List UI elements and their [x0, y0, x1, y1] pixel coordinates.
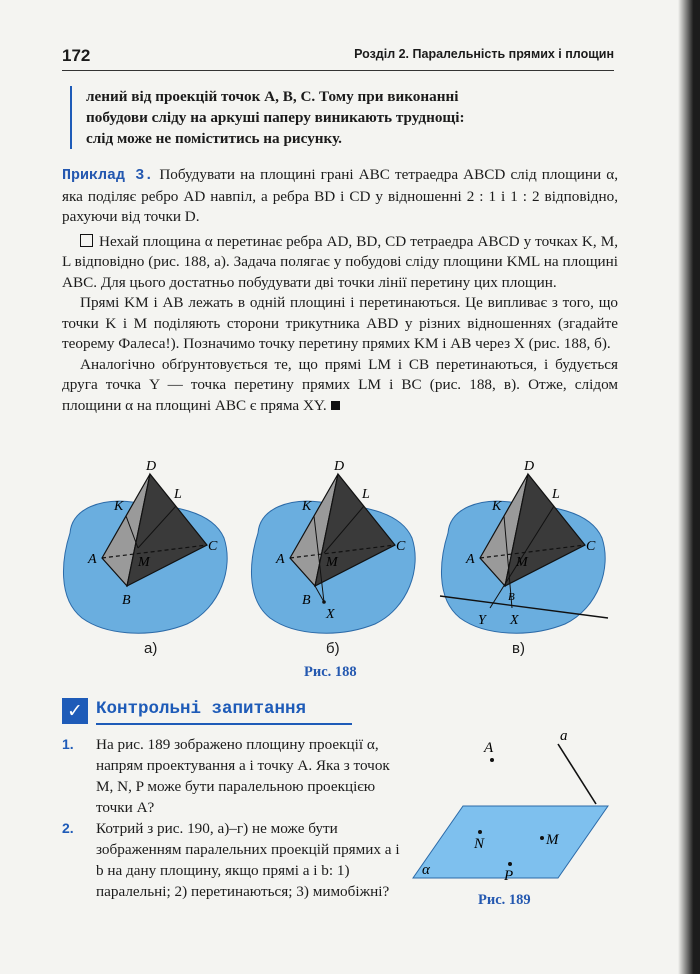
label-c: C — [208, 539, 218, 554]
label-y: Y — [478, 613, 486, 628]
label-l: L — [362, 487, 370, 502]
label-a: A — [276, 552, 285, 567]
label-direction-a: a — [560, 728, 568, 744]
solution-end-icon — [331, 401, 340, 410]
figure-188-b — [240, 458, 420, 638]
figure-188-sublabel-a: а) — [144, 640, 158, 657]
label-l: L — [174, 487, 182, 502]
note-line: побудови сліду на аркуші паперу виникають труднощі: — [86, 109, 465, 126]
label-alpha: α — [422, 862, 430, 878]
question-number: 1. — [62, 736, 74, 752]
note-block — [70, 86, 634, 149]
label-b: B — [302, 593, 311, 608]
label-n: N — [474, 836, 485, 852]
note-line: слід може не поміститись на рисунку. — [86, 130, 342, 147]
question-text: На рис. 189 зображено площину проекції α, напрям проектування a і точку A. Яка з точок M, N, P може бути паралельною проекцією точки A? — [96, 736, 390, 816]
label-d: D — [334, 459, 345, 474]
example-text: Побудувати на площині грані ABC тетраедра ABCD слід площини α, яка поділяє ребро AD навпіл, а ребра BD і CD у відношенні 2 : 1 і 1 : 2 відповідно, рахуючи від точки D. — [62, 166, 619, 225]
label-a: A — [466, 552, 475, 567]
label-l: L — [552, 487, 560, 502]
figure-188-caption: Рис. 188 — [304, 664, 357, 680]
solution-paragraph-1: Нехай площина α перетинає ребра AD, BD, CD тетраедра ABCD у точках K, M, L відповідно (рис. 188, а). Задача полягає у побудові сліду площини KML на площині ABC. Для цього достатньо побудувати дві точки лінії перетину цих площин. — [62, 232, 618, 291]
point-a — [490, 758, 494, 762]
page-header — [62, 42, 614, 71]
label-c: C — [586, 539, 596, 554]
label-a: A — [484, 740, 494, 756]
label-m: M — [138, 555, 150, 570]
figure-188-c — [430, 458, 612, 638]
point-m — [540, 836, 544, 840]
page-number: 172 — [62, 46, 91, 65]
example-label: Приклад 3. — [62, 167, 154, 184]
solution-paragraph-3: Аналогічно обґрунтовується те, що прямі LM і CB перетинаються, і будується друга точка Y — точка перетину прямих LM і BC (рис. 188, в). Отже, слідом площини α на площині ABC є пряма XY. — [62, 355, 618, 414]
chapter-title: Розділ 2. Паралельність прямих і площин — [354, 47, 614, 61]
figure-188-sublabel-c: в) — [512, 640, 525, 657]
figure-188 — [52, 458, 612, 668]
questions-list — [62, 734, 402, 902]
question-text: Котрий з рис. 190, а)–г) не може бути зображенням паралельних проекцій прямих a і b на дану площину, якщо прямі a і b: 1) паралельні; 2) перетинаються; 3) мимобіжні? — [96, 820, 400, 900]
label-m: M — [546, 832, 559, 848]
question-number: 2. — [62, 820, 74, 836]
point-n — [478, 830, 482, 834]
label-p: P — [504, 868, 514, 884]
label-k: K — [492, 499, 502, 514]
label-d: D — [146, 459, 157, 474]
question-1 — [62, 734, 402, 818]
solution-paragraph-2: Прямі KM і AB лежать в одній площині і перетинаються. Це випливає з того, що точки K і M поділяють сторони трикутника ABD у різних відношеннях (згадайте теорему Фалеса!). Позначимо точку перетину прямих KM і AB через X (рис. 188, б). — [62, 294, 618, 352]
figure-189 — [408, 728, 618, 888]
label-b: B — [122, 593, 131, 608]
label-x: X — [510, 613, 519, 628]
direction-line-a — [558, 744, 596, 804]
figure-189-caption: Рис. 189 — [478, 892, 531, 908]
label-b: B — [508, 591, 515, 603]
page-edge-shadow — [678, 0, 700, 974]
label-d: D — [524, 459, 535, 474]
questions-heading — [62, 698, 352, 724]
label-m: M — [516, 555, 528, 570]
label-k: K — [302, 499, 312, 514]
label-c: C — [396, 539, 406, 554]
check-icon: ✓ — [62, 698, 88, 724]
label-x: X — [326, 607, 335, 622]
figure-188-sublabel-b: б) — [326, 640, 340, 657]
note-line: лений від проекцій точок A, B, C. Тому при виконанні — [86, 88, 459, 105]
question-2 — [62, 818, 402, 902]
label-m: M — [326, 555, 338, 570]
main-text — [62, 165, 618, 416]
label-a: A — [88, 552, 97, 567]
point-x — [322, 600, 326, 604]
solution-start-icon — [80, 234, 93, 247]
example-3 — [62, 165, 618, 228]
questions-underline — [96, 723, 352, 725]
figure-188-a — [52, 458, 232, 638]
label-k: K — [114, 499, 124, 514]
point-p — [508, 862, 512, 866]
questions-title: Контрольні запитання — [96, 699, 307, 719]
